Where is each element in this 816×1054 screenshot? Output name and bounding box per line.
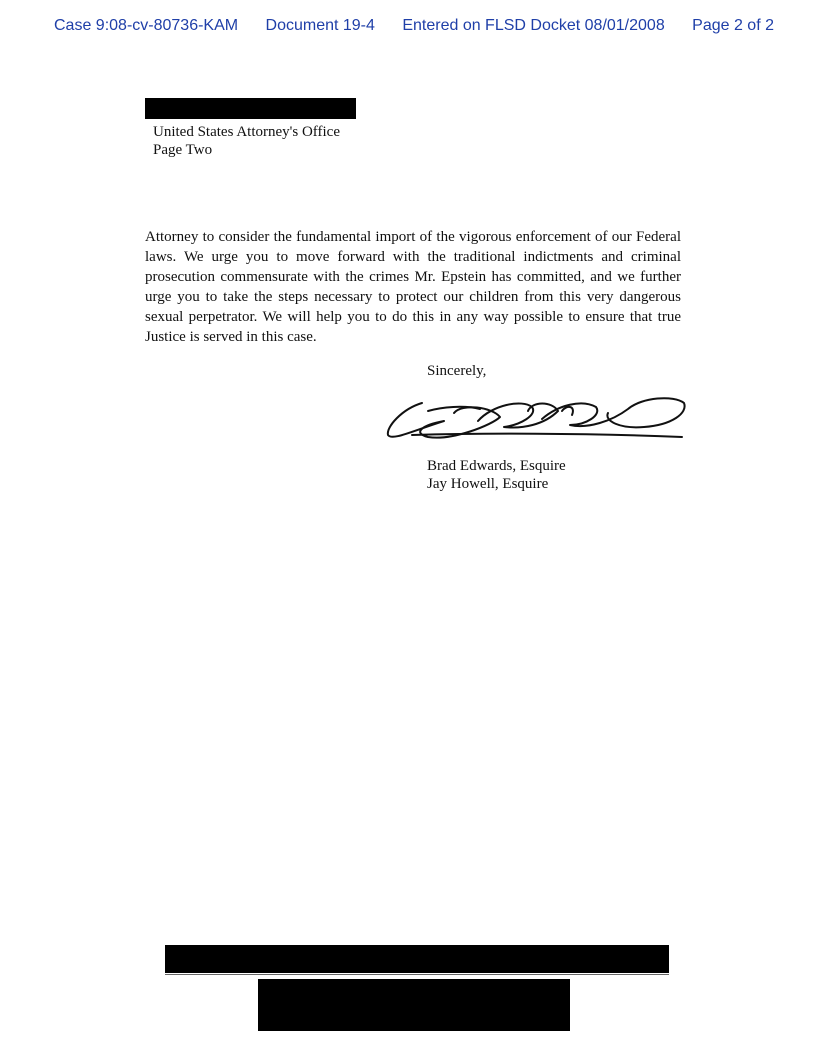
signer-name: Jay Howell, Esquire: [427, 476, 549, 492]
page-number: Page 2 of 2: [692, 17, 774, 34]
redaction-bar-footer-narrow: [258, 979, 570, 1031]
case-number: Case 9:08-cv-80736-KAM: [54, 17, 239, 34]
document-number: Document 19-4: [265, 17, 375, 34]
addressee-office: United States Attorney's Office: [153, 124, 340, 140]
redaction-bar-top: [145, 98, 356, 119]
addressee-reference: [153, 123, 340, 159]
closing-salutation: Sincerely,: [427, 363, 487, 379]
footer-rule: [165, 974, 669, 975]
docket-entry-date: Entered on FLSD Docket 08/01/2008: [402, 17, 665, 34]
letter-body: Attorney to consider the fundamental import of the vigorous enforcement of our Federal laws. We urge you to move forward with the traditional indictments and criminal prosecution commensurate with the crimes Mr. Epstein has committed, and we further urge you to take the steps necessary to protect our children from this very dangerous sexual perpetrator. We will help you to do this in any way possible to ensure that true Justice is served in this case.: [145, 229, 681, 345]
docket-header-stamp: [54, 17, 774, 35]
signer-name: Brad Edwards, Esquire: [427, 458, 566, 474]
page-reference: Page Two: [153, 142, 213, 158]
signer-list: [427, 457, 566, 493]
handwritten-signature: [382, 381, 688, 451]
redaction-bar-footer-wide: [165, 945, 669, 973]
